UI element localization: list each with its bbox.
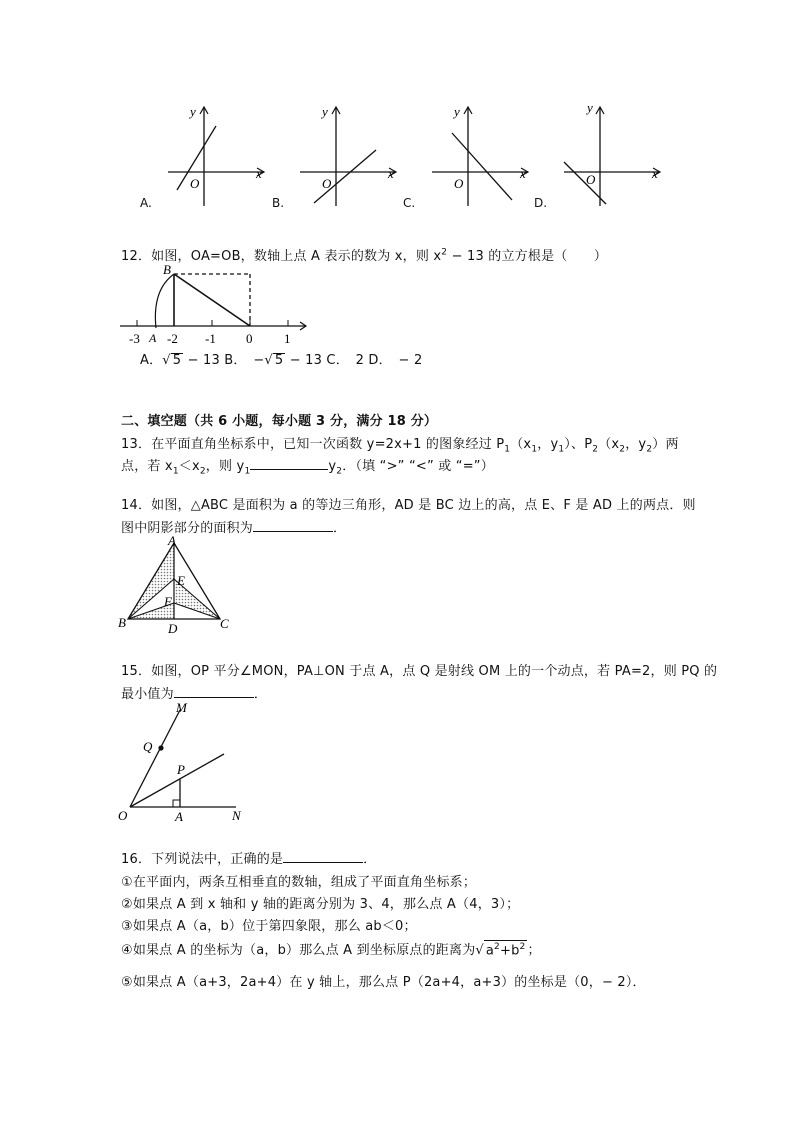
q14-line2-end: ．	[333, 521, 347, 536]
q13-sub: 1	[504, 444, 511, 455]
q12-opt-b-tail: − 13 C． 2 D． − 2	[285, 353, 423, 368]
option-c-label: C.	[403, 196, 416, 210]
q12-exp: 2	[441, 247, 448, 258]
q12-options: A．√ 5 − 13 B． −√ 5 − 13 C． 2 D． − 2	[140, 353, 423, 368]
q13-line1-text: 13．在平面直角坐标系中，已知一次函数 y=2x+1 的图象经过 P	[121, 437, 505, 452]
q13-text: ，则 y	[205, 459, 245, 474]
q12-number-line-figure	[118, 262, 318, 350]
q15-line2-end: ．	[253, 687, 268, 702]
q13-line1	[121, 433, 679, 455]
q12-tick-0: 0	[246, 331, 253, 346]
q14-line1: 14．如图，△ABC 是面积为 a 的等边三角形，AD 是 BC 边上的高，点 E、F 是 AD 上的两点．则	[121, 498, 696, 513]
q13-sub: 1	[172, 466, 179, 477]
q15-angle-figure	[118, 700, 258, 828]
q16-statement-3: ③如果点 A（a，b）位于第四象限，那么 ab＜0；	[121, 919, 417, 934]
q16-s4-radical	[484, 940, 528, 957]
q16-s4-end: ；	[527, 943, 541, 958]
q12-opt-a-tail: − 13 B． −	[183, 353, 265, 368]
graph-a-x: x	[256, 166, 262, 181]
q13-sub: 2	[619, 444, 626, 455]
q14-label-f: F	[164, 594, 172, 609]
q13-line2	[121, 455, 494, 477]
q13-text: ）两	[652, 437, 679, 452]
q15-label-q: Q	[143, 739, 153, 754]
q14-answer-blank[interactable]	[253, 519, 333, 532]
q13-sub: 2	[199, 466, 206, 477]
graph-d	[556, 100, 666, 210]
q16-statement-5: ⑤如果点 A（a+3，2a+4）在 y 轴上，那么点 P（2a+4，a+3）的坐标是（0，− 2）．	[121, 975, 646, 990]
q14-label-d: D	[168, 621, 178, 636]
q15-answer-blank[interactable]	[174, 685, 254, 698]
q13-answer-blank[interactable]	[250, 457, 328, 470]
q12-label-a: A	[149, 331, 157, 345]
q16-stem	[121, 848, 376, 867]
q12-label-b: B	[163, 262, 171, 277]
q12-tick-neg1: -1	[205, 331, 216, 346]
q13-text: 点，若 x	[121, 459, 173, 474]
graph-d-x: x	[652, 166, 658, 181]
graph-c-x: x	[520, 166, 526, 181]
q15-label-p: P	[177, 762, 185, 777]
q14-line2	[121, 517, 346, 536]
graph-c	[424, 100, 534, 210]
q12-opt-a: A．	[140, 353, 163, 368]
q14-label-b: B	[118, 615, 126, 630]
graph-d-o: O	[586, 172, 596, 187]
graph-b-x: x	[388, 166, 394, 181]
q14-label-a: A	[168, 533, 176, 548]
q12-tick-1: 1	[284, 331, 291, 346]
graph-a-y: y	[190, 104, 196, 119]
option-a-label: A.	[140, 196, 152, 210]
graph-d-y: y	[587, 100, 593, 115]
q12-opt-b-radicand: 5	[274, 353, 284, 368]
graph-c-y: y	[454, 104, 460, 119]
q12-tick-neg2: -2	[167, 331, 178, 346]
q12-stem-text: 12．如图，OA=OB，数轴上点 A 表示的数为 x，则 x	[121, 249, 442, 264]
q13-sub: 2	[336, 466, 343, 477]
q16-s4-rad-exp: 2	[494, 941, 500, 952]
q15-line1: 15．如图，OP 平分∠MON，PA⊥ON 于点 A，点 Q 是射线 OM 上的一个动点，若 PA=2，则 PQ 的	[121, 664, 718, 679]
q12-stem-tail: − 13 的立方根是（ ）	[447, 249, 608, 264]
option-d-label: D.	[534, 196, 548, 210]
q16-statement-2: ②如果点 A 到 x 轴和 y 轴的距离分别为 3、4，那么点 A（4，3）；	[121, 897, 520, 912]
q13-sub: 2	[646, 444, 653, 455]
q12-tick-neg3: -3	[129, 331, 140, 346]
q16-stem-text: 16．下列说法中，正确的是	[121, 852, 284, 867]
q13-text: （x	[510, 437, 532, 452]
q16-stem-end: ．	[363, 852, 377, 867]
graph-b	[292, 100, 402, 210]
q16-answer-blank[interactable]	[283, 850, 363, 863]
option-b-label: B.	[272, 196, 285, 210]
q13-text: y	[328, 459, 337, 474]
q16-statement-1: ①在平面内，两条互相垂直的数轴，组成了平面直角坐标系；	[121, 875, 477, 890]
q15-label-m: M	[176, 700, 187, 715]
graph-b-o: O	[322, 176, 332, 191]
q15-label-o: O	[118, 808, 128, 823]
q13-text: （x	[598, 437, 620, 452]
q14-line2-text: 图中阴影部分的面积为	[121, 521, 254, 536]
q13-sub: 1	[558, 444, 565, 455]
q15-label-a: A	[175, 809, 183, 824]
q13-sub: 1	[244, 466, 251, 477]
q14-triangle-figure	[118, 535, 238, 635]
q12-opt-a-radicand: 5	[172, 353, 182, 368]
q16-s4-rad-plus: +b	[499, 943, 520, 958]
q15-line2-text: 最小值为	[121, 687, 174, 702]
q13-text: ＜x	[178, 459, 200, 474]
q13-sub: 1	[531, 444, 538, 455]
graph-c-o: O	[454, 176, 464, 191]
graph-a	[160, 100, 270, 210]
q13-text: ，y	[537, 437, 559, 452]
q13-text: ．（填 “>” “<” 或 “=”）	[342, 459, 494, 474]
q13-sub: 2	[592, 444, 599, 455]
graph-b-y: y	[322, 104, 328, 119]
q14-label-e: E	[177, 573, 185, 588]
q13-text: ，y	[625, 437, 647, 452]
graph-a-o: O	[190, 176, 200, 191]
q16-statement-4: ④如果点 A 的坐标为（a，b）那么点 A 到坐标原点的距离为√ $a^2+b^2$ ；	[121, 941, 541, 958]
q16-s4-text: ④如果点 A 的坐标为（a，b）那么点 A 到坐标原点的距离为	[121, 943, 476, 958]
q16-s4-rad-exp: 2	[519, 941, 526, 952]
q16-s4-rad-a: a	[485, 943, 495, 958]
section-title: 二、填空题（共 6 小题，每小题 3 分，满分 18 分）	[121, 414, 438, 429]
q13-text: ）、P	[564, 437, 593, 452]
q15-label-n: N	[232, 808, 241, 823]
q14-label-c: C	[220, 616, 229, 631]
